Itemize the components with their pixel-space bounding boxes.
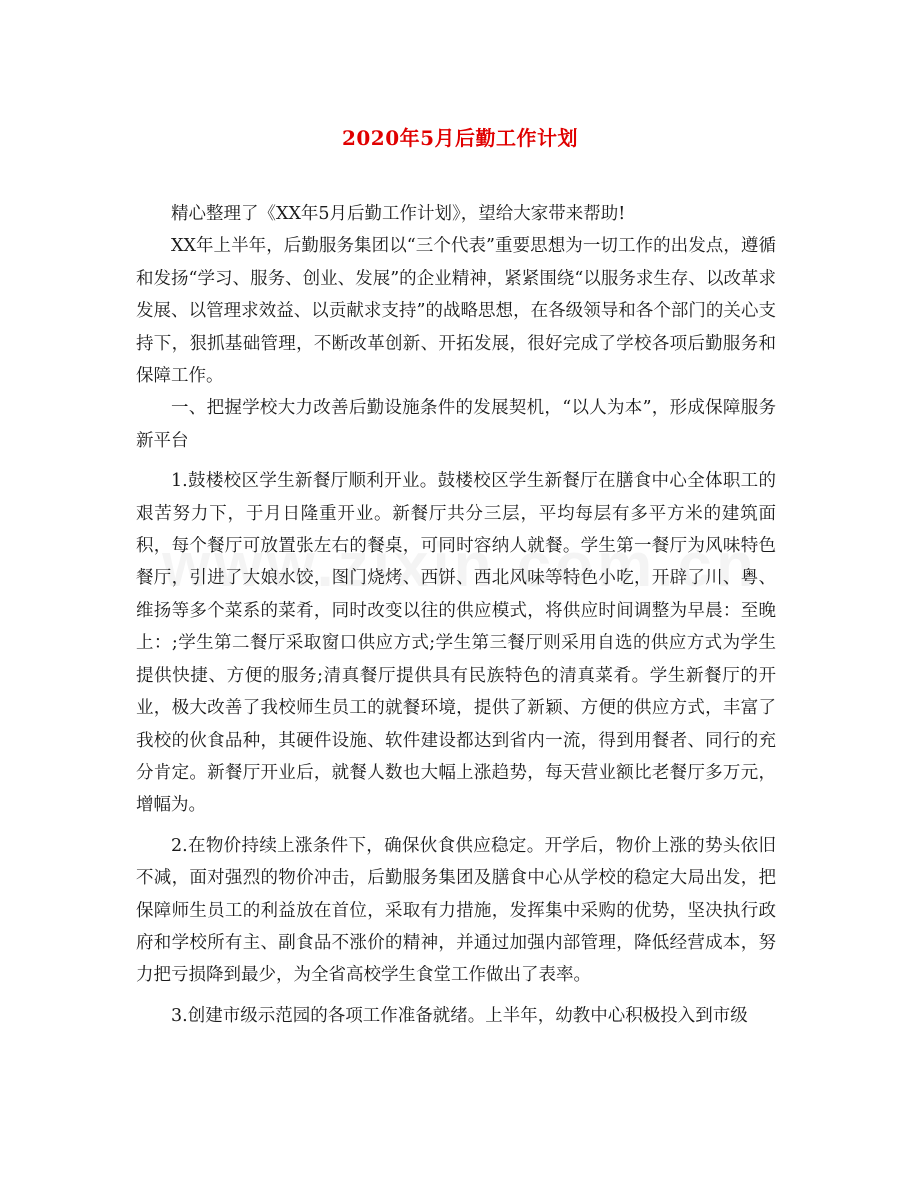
paragraph-intro: 精心整理了《XX年5月后勤工作计划》，望给大家带来帮助!	[171, 204, 626, 224]
paragraph-item-1: 1.鼓楼校区学生新餐厅顺利开业。鼓楼校区学生新餐厅在膳食中心全体职工的艰苦努力下，于月日隆重开业。新餐厅共分三层，平均每层有多平方米的建筑面积，每个餐厅可放置张左右的餐桌，可同时容纳人就餐。学生第一餐厅为风味特色餐厅，引进了大娘水饺，图门烧烤、西饼、西北风味等特色小吃，开辟了川、粤、维扬等多个菜系的菜肴，同时改变以往的供应模式，将供应时间调整为早晨：至晚上：;学生第二餐厅采取窗口供应方式;学生第三餐厅则采用自选的供应方式为学生提供快捷、方便的服务;清真餐厅提供具有民族特色的清真菜肴。学生新餐厅的开业，极大改善了我校师生员工的就餐环境，提供了新颖、方便的供应方式，丰富了我校的伙食品种，其硬件设施、软件建设都达到省内一流，得到用餐者、同行的充分肯定。新餐厅开业后，就餐人数也大幅上涨趋势，每天营业额比老餐厅多万元，增幅为。	[136, 471, 776, 816]
document-body	[136, 198, 776, 1032]
document-title: 2020年5月后勤工作计划	[341, 126, 579, 150]
paragraph-section-heading: 一、把握学校大力改善后勤设施条件的发展契机，“以人为本”，形成保障服务新平台	[136, 398, 776, 451]
paragraph-item-2: 2.在物价持续上涨条件下，确保伙食供应稳定。开学后，物价上涨的势头依旧不减，面对强烈的物价冲击，后勤服务集团及膳食中心从学校的稳定大局出发，把保障师生员工的利益放在首位，采取有力措施，发挥集中采购的优势，坚决执行政府和学校所有主、副食品不涨价的精神，并通过加强内部管理，降低经营成本，努力把亏损降到最少，为全省高校学生食堂工作做出了表率。	[136, 835, 776, 986]
paragraph-overview: XX年上半年，后勤服务集团以“三个代表”重要思想为一切工作的出发点，遵循和发扬“学习、服务、创业、发展”的企业精神，紧紧围绕“以服务求生存、以改革求发展、以管理求效益、以贡献求支持”的战略思想，在各级领导和各个部门的关心支持下，狠抓基础管理，不断改革创新、开拓发展，很好完成了学校各项后勤服务和保障工作。	[136, 236, 776, 387]
paragraph-item-3: 3.创建市级示范园的各项工作准备就绪。上半年，幼教中心积极投入到市级	[171, 1005, 748, 1026]
